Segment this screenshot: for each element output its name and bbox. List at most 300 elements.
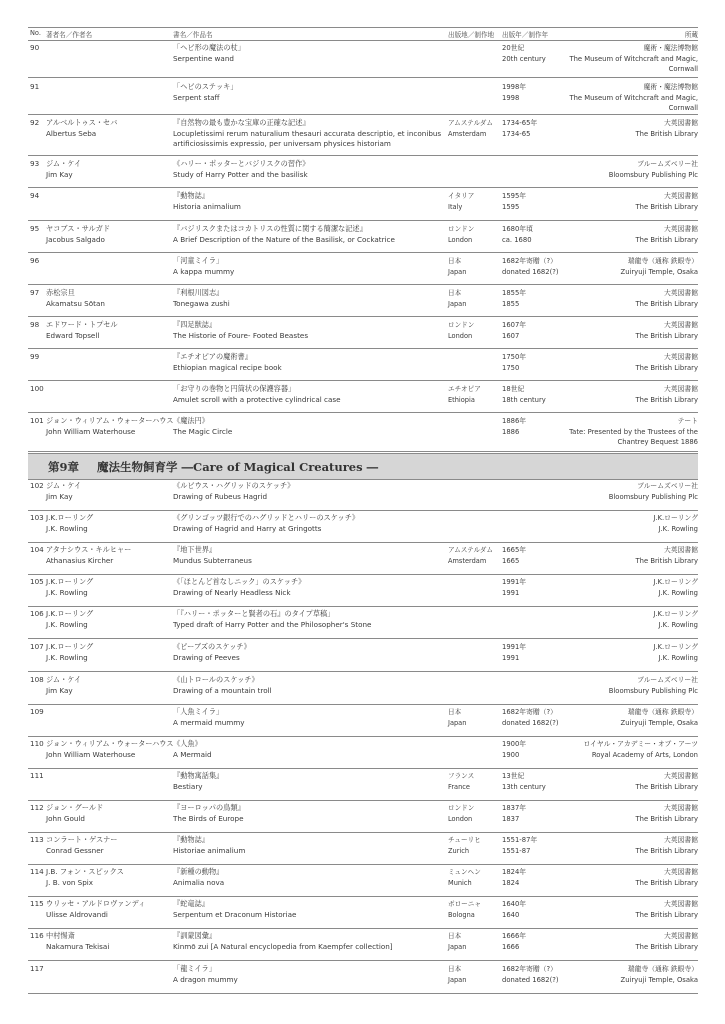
item-collection xyxy=(523,867,698,888)
item-number xyxy=(30,707,44,718)
item-year-line: 1824年 xyxy=(502,868,527,876)
item-collection-line: 瑞龍寺（通称 鉄眼寺） xyxy=(627,708,698,716)
catalog-row xyxy=(28,80,698,115)
item-title-line: The Magic Circle xyxy=(173,426,233,436)
item-year-line: 1666年 xyxy=(502,932,527,940)
item-number-line: 113 xyxy=(30,835,44,844)
item-title xyxy=(173,739,443,760)
item-place-line: 日本 xyxy=(448,965,462,973)
item-title-line: 『エチオピアの魔術書』 xyxy=(173,352,252,361)
item-collection-line: 大英図書館 xyxy=(664,192,698,200)
item-title-line: Drawing of Nearly Headless Nick xyxy=(173,587,291,597)
item-place-line: フランス xyxy=(448,772,475,780)
item-collection-line: The British Library xyxy=(635,910,698,919)
item-collection xyxy=(523,191,698,212)
item-place xyxy=(448,899,481,920)
item-collection-line: Zuiryuji Temple, Osaka xyxy=(620,975,698,984)
item-collection-line: The British Library xyxy=(635,878,698,887)
item-number xyxy=(30,384,44,395)
item-number xyxy=(30,964,44,975)
item-number xyxy=(30,899,44,910)
item-number xyxy=(30,835,44,846)
item-author-line: Edward Topsell xyxy=(46,330,100,340)
item-title-line: 《人魚》 xyxy=(173,739,202,748)
row-divider xyxy=(28,638,698,639)
item-year-line: 18世紀 xyxy=(502,385,525,393)
item-author-line: J.K.ローリング xyxy=(46,577,94,586)
item-author xyxy=(46,642,93,663)
chapter-title: 魔法生物飼育学 ―Care of Magical Creatures ― xyxy=(97,460,379,474)
item-author-line: John William Waterhouse xyxy=(46,426,136,436)
item-author-line: J.B. フォン・スピックス xyxy=(46,867,124,876)
catalog-row xyxy=(28,673,698,705)
item-collection-line: J.K. Rowling xyxy=(658,524,698,533)
item-place-line: ロンドン xyxy=(448,321,475,329)
row-divider xyxy=(28,671,698,672)
row-divider xyxy=(28,284,698,285)
item-year-line: 1886 xyxy=(502,427,520,436)
item-title-line: 「河童ミイラ」 xyxy=(173,256,224,265)
item-collection-line: Royal Academy of Arts, London xyxy=(591,750,698,759)
item-title xyxy=(173,416,443,437)
item-number-line: 99 xyxy=(30,352,40,361)
item-place xyxy=(448,224,474,245)
item-place-line: London xyxy=(448,814,473,823)
item-collection-line: Zuiryuji Temple, Osaka xyxy=(620,718,698,727)
item-author xyxy=(46,899,145,920)
item-collection-line: Zuiryuji Temple, Osaka xyxy=(620,267,698,276)
item-author-line: ジム・ケイ xyxy=(46,481,82,490)
item-year-line: 1855 xyxy=(502,299,520,308)
item-year-line: 1666 xyxy=(502,942,520,951)
row-divider xyxy=(28,451,698,452)
item-title xyxy=(173,288,443,309)
item-place-line: Japan xyxy=(448,718,467,727)
item-number-line: 107 xyxy=(30,642,44,651)
item-collection-line: The British Library xyxy=(635,556,698,565)
catalog-row xyxy=(28,350,698,381)
item-title-line: Amulet scroll with a protective cylindrical case xyxy=(173,394,341,404)
item-place-line: エチオピア xyxy=(448,385,481,393)
item-number-line: 104 xyxy=(30,545,44,554)
item-collection-line: J.K.ローリング xyxy=(653,514,698,522)
catalog-row xyxy=(28,705,698,737)
item-place-line: Japan xyxy=(448,975,467,984)
item-title xyxy=(173,159,443,180)
item-year-line: 1680年頃 xyxy=(502,225,533,233)
item-year-line: 1900年 xyxy=(502,740,527,748)
item-author-line: 中村惕斎 xyxy=(46,931,75,940)
item-collection-line: J.K. Rowling xyxy=(658,653,698,662)
item-collection-line: J.K.ローリング xyxy=(653,610,698,618)
item-author-line: John William Waterhouse xyxy=(46,749,136,759)
item-collection xyxy=(523,320,698,341)
item-author xyxy=(46,224,110,245)
item-title-line: 『自然物の最も豊かな宝庫の正確な記述』 xyxy=(173,118,310,127)
item-number xyxy=(30,545,44,556)
item-title-line: 『動物寓話集』 xyxy=(173,771,224,780)
item-place-line: アムステルダム xyxy=(448,119,493,127)
item-number-line: 109 xyxy=(30,707,44,716)
item-collection-line: 大英図書館 xyxy=(664,932,698,940)
item-year-line: 1855年 xyxy=(502,289,527,297)
item-title-line: Animalia nova xyxy=(173,877,225,887)
item-year-line: 1991 xyxy=(502,588,520,597)
item-number xyxy=(30,642,44,653)
item-title xyxy=(173,931,443,952)
item-title xyxy=(173,899,443,920)
item-year-line: 1998 xyxy=(502,93,520,102)
item-author-line: Nakamura Tekisai xyxy=(46,941,110,951)
item-place-line: イタリア xyxy=(448,192,475,200)
item-title xyxy=(173,481,443,502)
item-title-line: Serpentum et Draconum Historiae xyxy=(173,909,297,919)
row-divider xyxy=(28,380,698,381)
item-number xyxy=(30,118,39,129)
item-author xyxy=(46,513,93,534)
item-number-line: 98 xyxy=(30,320,40,329)
item-author-line: Jim Kay xyxy=(46,169,73,179)
item-number xyxy=(30,513,44,524)
item-place xyxy=(448,931,466,952)
item-collection xyxy=(523,771,698,792)
item-title-line: 「お守りの巻物と円筒状の保護容器」 xyxy=(173,384,296,393)
item-title-line: Kinmō zui [A Natural encyclopedia from Kaempfer collection] xyxy=(173,941,393,951)
item-collection xyxy=(523,899,698,920)
item-year-line: 1900 xyxy=(502,750,520,759)
chapter-label: 第9章 xyxy=(48,460,80,474)
item-year-line: 1607 xyxy=(502,331,520,340)
item-collection xyxy=(523,675,698,696)
item-collection-line: 大英図書館 xyxy=(664,225,698,233)
item-author-line: ジョン・グールド xyxy=(46,803,104,812)
item-title xyxy=(173,191,443,212)
item-title-line: 「龍ミイラ」 xyxy=(173,964,216,973)
header-no: No. xyxy=(30,29,41,37)
item-year-line: 1991年 xyxy=(502,643,527,651)
item-title xyxy=(173,352,443,373)
catalog-row xyxy=(28,865,698,897)
item-collection-line: テート xyxy=(677,417,698,425)
catalog-row xyxy=(28,897,698,929)
item-collection xyxy=(523,224,698,245)
item-author-line: Conrad Gessner xyxy=(46,845,104,855)
item-year-line: donated 1682(?) xyxy=(502,975,559,984)
item-year-line: 1551-87年 xyxy=(502,836,538,844)
item-number-line: 94 xyxy=(30,191,40,200)
item-year-line: 1734-65年 xyxy=(502,119,538,127)
item-title-line: The Historie of Foure- Footed Beastes xyxy=(173,330,309,340)
item-author-line: Athanasius Kircher xyxy=(46,555,114,565)
item-number-line: 117 xyxy=(30,964,44,973)
item-author-line: J.K.ローリング xyxy=(46,513,94,522)
item-collection-line: Cornwall xyxy=(668,65,698,74)
item-author xyxy=(46,288,105,309)
item-author-line: Jacobus Salgado xyxy=(46,234,105,244)
item-author-line: アルベルトゥス・セバ xyxy=(46,118,118,127)
item-year-line: 1886年 xyxy=(502,417,527,425)
item-title-line: The Birds of Europe xyxy=(173,813,244,823)
item-author xyxy=(46,835,117,856)
item-place-line: France xyxy=(448,782,470,791)
item-author xyxy=(46,320,118,341)
item-place xyxy=(448,320,474,341)
row-divider xyxy=(28,252,698,253)
item-collection-line: ブルームズベリー社 xyxy=(637,160,698,168)
item-place xyxy=(448,964,466,985)
catalog-row xyxy=(28,575,698,607)
item-collection-line: 瑞龍寺（通称 鉄眼寺） xyxy=(627,965,698,973)
item-year-line: 1837年 xyxy=(502,804,527,812)
item-place-line: Bologna xyxy=(448,910,475,919)
item-title-line: Drawing of Rubeus Hagrid xyxy=(173,491,268,501)
item-place-line: アムステルダム xyxy=(448,546,493,554)
item-title-line: 《ピーブズのスケッチ》 xyxy=(173,642,251,651)
item-title xyxy=(173,43,443,64)
item-title xyxy=(173,609,443,630)
item-collection xyxy=(523,481,698,502)
item-collection-line: 大英図書館 xyxy=(664,868,698,876)
item-title-line: A mermaid mummy xyxy=(173,717,245,727)
item-place-line: 日本 xyxy=(448,257,462,265)
item-place xyxy=(448,707,466,728)
item-year-line: 20世紀 xyxy=(502,44,525,52)
item-author xyxy=(46,739,173,760)
item-place xyxy=(448,803,474,824)
catalog-row xyxy=(28,833,698,865)
catalog-row xyxy=(28,116,698,156)
item-number xyxy=(30,675,44,686)
item-number xyxy=(30,771,44,782)
item-title xyxy=(173,642,443,663)
item-author xyxy=(46,675,81,696)
item-title-line: A kappa mummy xyxy=(173,266,235,276)
item-number-line: 97 xyxy=(30,288,40,297)
row-divider xyxy=(28,220,698,221)
catalog-row xyxy=(28,382,698,413)
item-title-line: 《山トロールのスケッチ》 xyxy=(173,675,259,684)
item-title-line: Mundus Subterraneus xyxy=(173,555,252,565)
item-number xyxy=(30,803,44,814)
item-title xyxy=(173,707,443,728)
item-number xyxy=(30,288,39,299)
item-collection-line: The British Library xyxy=(635,235,698,244)
item-place xyxy=(448,118,493,139)
item-collection-line: The British Library xyxy=(635,202,698,211)
catalog-row xyxy=(28,254,698,285)
item-collection xyxy=(523,82,698,114)
item-author xyxy=(46,931,109,952)
item-year-line: 1665 xyxy=(502,556,520,565)
item-collection xyxy=(523,803,698,824)
item-number xyxy=(30,191,39,202)
item-title xyxy=(173,835,443,856)
item-title-line: 『動物誌』 xyxy=(173,191,209,200)
chapter-banner xyxy=(28,453,698,480)
row-divider xyxy=(28,40,698,41)
item-collection xyxy=(523,256,698,277)
item-author-line: コンラート・ゲスナー xyxy=(46,835,118,844)
item-year-line: 1682年寄贈（?） xyxy=(502,965,557,973)
item-number xyxy=(30,159,39,170)
item-collection-line: 魔術・魔法博物館 xyxy=(643,83,698,91)
item-number xyxy=(30,481,44,492)
item-collection-line: The British Library xyxy=(635,299,698,308)
item-title-line: Drawing of Hagrid and Harry at Gringotts xyxy=(173,523,322,533)
item-title-line: 『ヨーロッパの鳥類』 xyxy=(173,803,245,812)
item-collection-line: 大英図書館 xyxy=(664,321,698,329)
item-title-line: Historiae animalium xyxy=(173,845,246,855)
item-title-line: A Mermaid xyxy=(173,749,212,759)
item-place-line: Italy xyxy=(448,202,463,211)
item-number xyxy=(30,43,39,54)
item-title xyxy=(173,803,443,824)
item-title-line: 「ヘビ形の魔法の杖」 xyxy=(173,43,245,52)
item-author xyxy=(46,867,124,888)
item-author-line: J.K. Rowling xyxy=(46,523,88,533)
item-number xyxy=(30,867,44,878)
item-author-line: J. B. von Spix xyxy=(46,877,94,887)
item-year-line: 1607年 xyxy=(502,321,527,329)
item-author-line: ジョン・ウィリアム・ウォーターハウス xyxy=(46,739,174,748)
item-year-line: 1991年 xyxy=(502,578,527,586)
catalog-row xyxy=(28,286,698,317)
row-divider xyxy=(28,77,698,78)
item-collection-line: ロイヤル・アカデミー・オブ・アーツ xyxy=(583,740,698,748)
item-number xyxy=(30,224,39,235)
item-collection xyxy=(523,835,698,856)
catalog-row xyxy=(28,41,698,78)
item-place xyxy=(448,191,474,212)
item-author-line: Akamatsu Sōtan xyxy=(46,298,105,308)
item-author-line: エドワード・トプセル xyxy=(46,320,118,329)
item-number xyxy=(30,256,39,267)
item-number-line: 96 xyxy=(30,256,40,265)
item-title xyxy=(173,82,443,103)
item-collection-line: The British Library xyxy=(635,331,698,340)
catalog-row xyxy=(28,801,698,833)
item-author xyxy=(46,159,81,180)
item-number-line: 105 xyxy=(30,577,44,586)
item-year-line: 13th century xyxy=(502,782,546,791)
item-author-line: ジョン・ウィリアム・ウォーターハウス xyxy=(46,416,174,425)
item-collection xyxy=(523,545,698,566)
item-collection-line: The British Library xyxy=(635,395,698,404)
item-number-line: 90 xyxy=(30,43,40,52)
item-place-line: London xyxy=(448,235,473,244)
item-author-line: J.K. Rowling xyxy=(46,652,88,662)
item-collection xyxy=(523,288,698,309)
item-number-line: 91 xyxy=(30,82,40,91)
item-title-line: 「『ハリー・ポッターと賢者の石』のタイプ草稿」 xyxy=(173,609,335,618)
catalog-row xyxy=(28,543,698,575)
item-collection xyxy=(523,707,698,728)
item-title-line: 《ルビウス・ハグリッドのスケッチ》 xyxy=(173,481,295,490)
row-divider xyxy=(28,187,698,188)
item-author-line: Albertus Seba xyxy=(46,128,97,138)
item-year-line: 18th century xyxy=(502,395,546,404)
item-collection xyxy=(523,964,698,985)
item-year-line: 1665年 xyxy=(502,546,527,554)
item-author-line: ウリッセ・アルドロヴァンディ xyxy=(46,899,146,908)
item-collection xyxy=(523,609,698,630)
row-divider xyxy=(28,412,698,413)
item-collection-line: J.K.ローリング xyxy=(653,578,698,586)
item-place-line: ロンドン xyxy=(448,804,475,812)
header-collection: 所蔵 xyxy=(684,31,698,39)
item-author-line: J.K.ローリング xyxy=(46,609,94,618)
header-place: 出版地／制作地 xyxy=(448,31,495,39)
item-number-line: 116 xyxy=(30,931,44,940)
item-year-line: 1551-87 xyxy=(502,846,531,855)
item-title-line: 「ヘビのステッキ」 xyxy=(173,82,238,91)
item-year-line: 1824 xyxy=(502,878,520,887)
item-collection-line: ブルームズベリー社 xyxy=(637,482,698,490)
item-title xyxy=(173,384,443,405)
item-collection-line: The British Library xyxy=(635,846,698,855)
item-number xyxy=(30,352,39,363)
item-title-line: 《魔法円》 xyxy=(173,416,209,425)
item-year-line: 13世紀 xyxy=(502,772,525,780)
item-place-line: ミュンヘン xyxy=(448,868,481,876)
item-number xyxy=(30,931,44,942)
catalog-row xyxy=(28,414,698,452)
item-collection-line: Bloomsbury Publishing Plc xyxy=(608,170,698,179)
item-place xyxy=(448,867,481,888)
header-year: 出版年／制作年 xyxy=(502,31,549,39)
item-collection-line: The British Library xyxy=(635,942,698,951)
item-collection-line: 大英図書館 xyxy=(664,353,698,361)
item-collection-line: J.K. Rowling xyxy=(658,588,698,597)
item-number-line: 103 xyxy=(30,513,44,522)
item-title-line: 《グリンゴッツ銀行でのハグリッドとハリーのスケッチ》 xyxy=(173,513,360,522)
item-author xyxy=(46,481,81,502)
catalog-row xyxy=(28,737,698,769)
item-year-line: 1682年寄贈（?） xyxy=(502,257,557,265)
catalog-row xyxy=(28,607,698,639)
item-number-line: 114 xyxy=(30,867,44,876)
item-collection-line: The Museum of Witchcraft and Magic, xyxy=(569,93,698,102)
item-place-line: 日本 xyxy=(448,708,462,716)
item-year-line: 1640 xyxy=(502,910,520,919)
item-title xyxy=(173,118,443,150)
item-title xyxy=(173,675,443,696)
item-collection xyxy=(523,416,698,448)
item-number-line: 111 xyxy=(30,771,44,780)
item-number-line: 95 xyxy=(30,224,40,233)
item-place-line: ロンドン xyxy=(448,225,475,233)
item-collection-line: ブルームズベリー社 xyxy=(637,676,698,684)
item-collection-line: 大英図書館 xyxy=(664,289,698,297)
row-divider xyxy=(28,316,698,317)
item-collection-line: 大英図書館 xyxy=(664,804,698,812)
item-title xyxy=(173,964,443,985)
item-place xyxy=(448,384,481,405)
item-number xyxy=(30,739,44,750)
item-author-line: ジム・ケイ xyxy=(46,159,82,168)
item-collection-line: J.K.ローリング xyxy=(653,643,698,651)
item-title xyxy=(173,577,443,598)
header-title: 書名／作品名 xyxy=(173,31,213,39)
item-collection xyxy=(523,642,698,663)
item-collection-line: J.K. Rowling xyxy=(658,620,698,629)
item-year-line: ca. 1680 xyxy=(502,235,532,244)
item-place-line: チューリヒ xyxy=(448,836,481,844)
row-divider xyxy=(28,960,698,961)
item-collection-line: The British Library xyxy=(635,363,698,372)
item-author-line: 赤松宗旦 xyxy=(46,288,75,297)
item-title-line: Historia animalium xyxy=(173,201,241,211)
